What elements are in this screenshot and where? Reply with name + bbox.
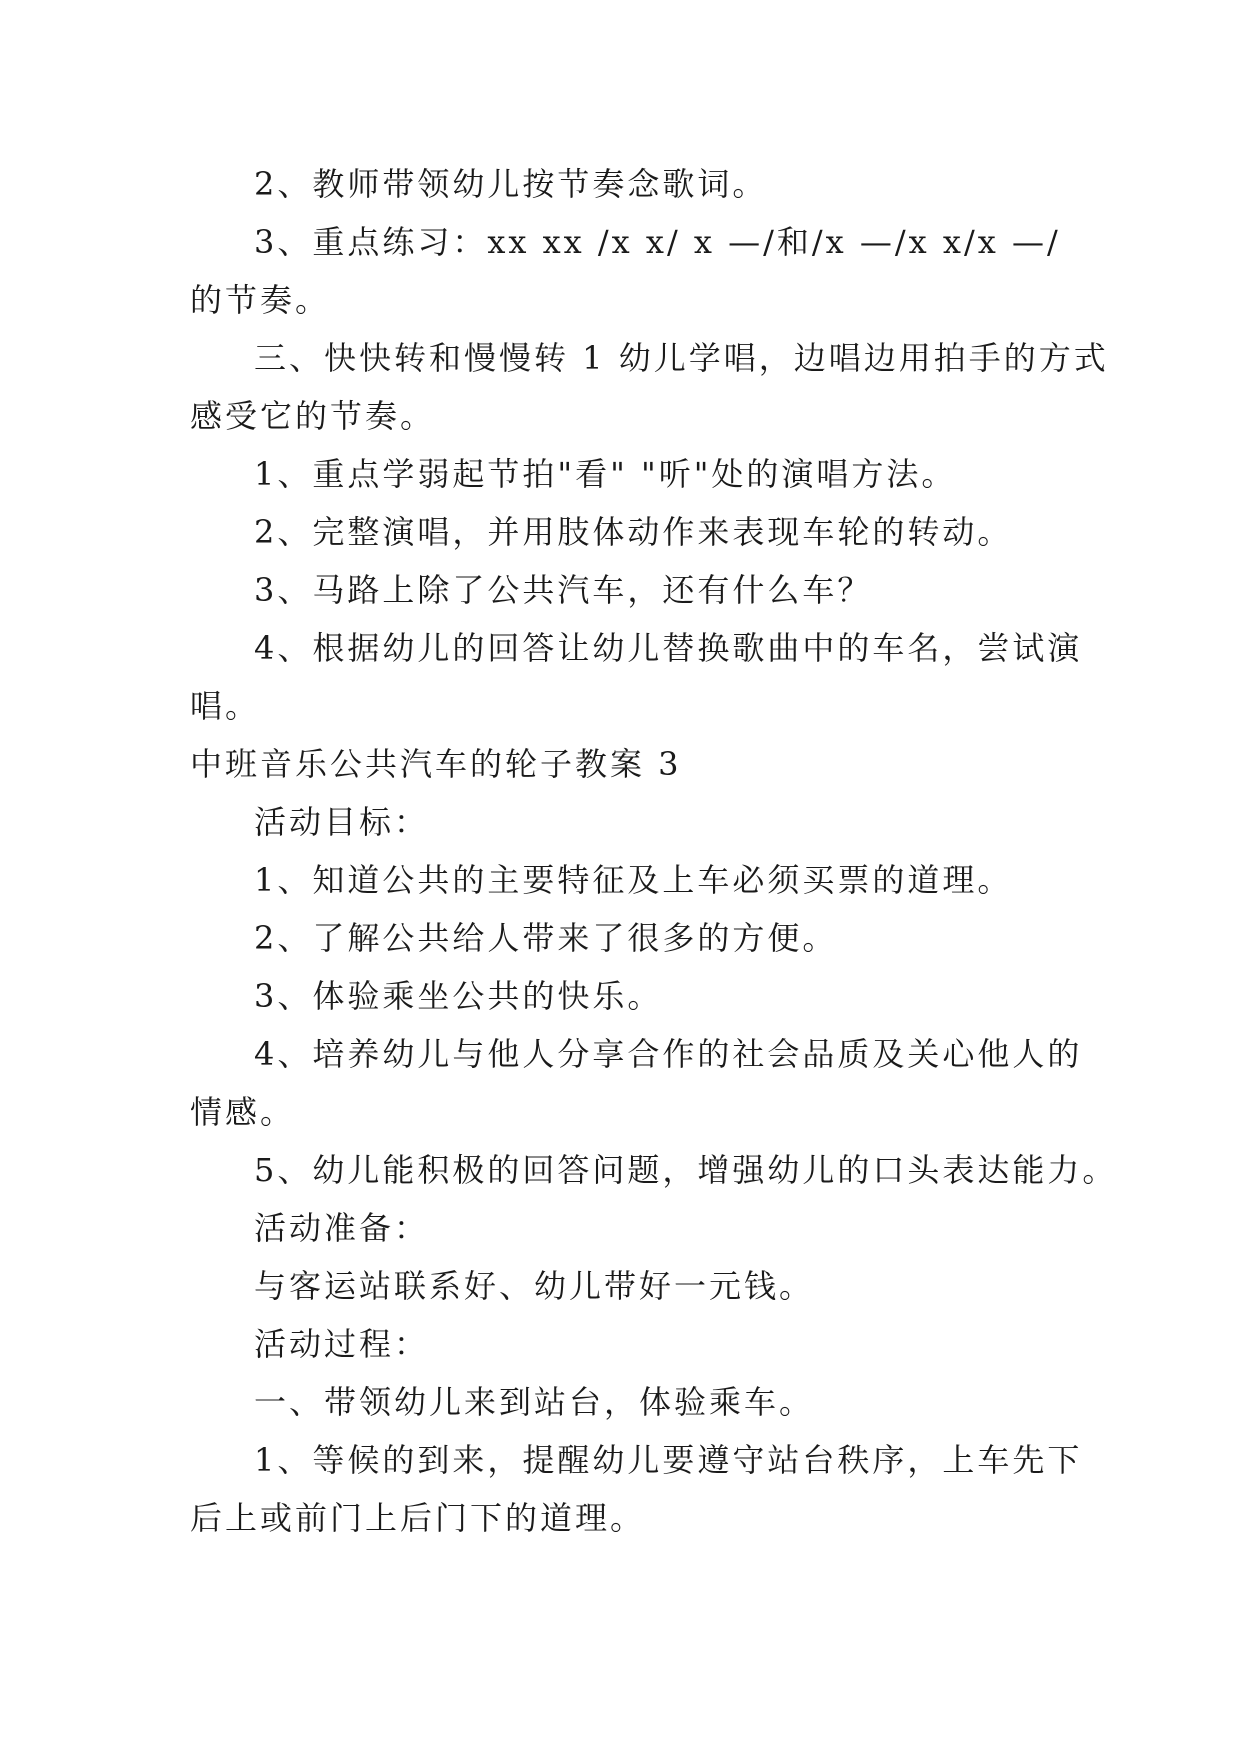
subheading-line: 活动准备： — [254, 1209, 430, 1247]
paragraph-line: 4、根据幼儿的回答让幼儿替换歌曲中的车名，尝试演 — [254, 629, 1083, 667]
paragraph-line: 1、等候的到来，提醒幼儿要遵守站台秩序，上车先下 — [254, 1441, 1083, 1479]
paragraph-line: 一、带领幼儿来到站台，体验乘车。 — [254, 1383, 815, 1421]
paragraph-line: 2、教师带领幼儿按节奏念歌词。 — [254, 165, 768, 203]
paragraph-line: 3、马路上除了公共汽车，还有什么车？ — [254, 571, 873, 609]
paragraph-line: 后上或前门上后门下的道理。 — [190, 1499, 646, 1537]
paragraph-line: 4、培养幼儿与他人分享合作的社会品质及关心他人的 — [254, 1035, 1083, 1073]
paragraph-line: 3、重点练习：xx xx /x x/ x —/和/x —/x x/x —/ — [254, 223, 1061, 261]
document-body — [190, 155, 1118, 1547]
paragraph-line: 三、快快转和慢慢转 1 幼儿学唱，边唱边用拍手的方式 — [254, 339, 1109, 377]
subheading-line: 活动过程： — [254, 1325, 430, 1363]
paragraph-line: 唱。 — [190, 687, 261, 725]
paragraph-line: 与客运站联系好、幼儿带好一元钱。 — [254, 1267, 815, 1305]
paragraph-line: 感受它的节奏。 — [190, 397, 436, 435]
paragraph-line: 5、幼儿能积极的回答问题，增强幼儿的口头表达能力。 — [254, 1151, 1118, 1189]
section-heading: 中班音乐公共汽车的轮子教案 3 — [190, 745, 682, 783]
paragraph-line: 3、体验乘坐公共的快乐。 — [254, 977, 663, 1015]
paragraph-line: 1、知道公共的主要特征及上车必须买票的道理。 — [254, 861, 1013, 899]
paragraph-line: 的节奏。 — [190, 281, 331, 319]
paragraph-line: 情感。 — [190, 1093, 296, 1131]
paragraph-line: 1、重点学弱起节拍"看" "听"处的演唱方法。 — [254, 455, 957, 493]
subheading-line: 活动目标： — [254, 803, 430, 841]
paragraph-line: 2、完整演唱，并用肢体动作来表现车轮的转动。 — [254, 513, 1013, 551]
paragraph-line: 2、了解公共给人带来了很多的方便。 — [254, 919, 838, 957]
